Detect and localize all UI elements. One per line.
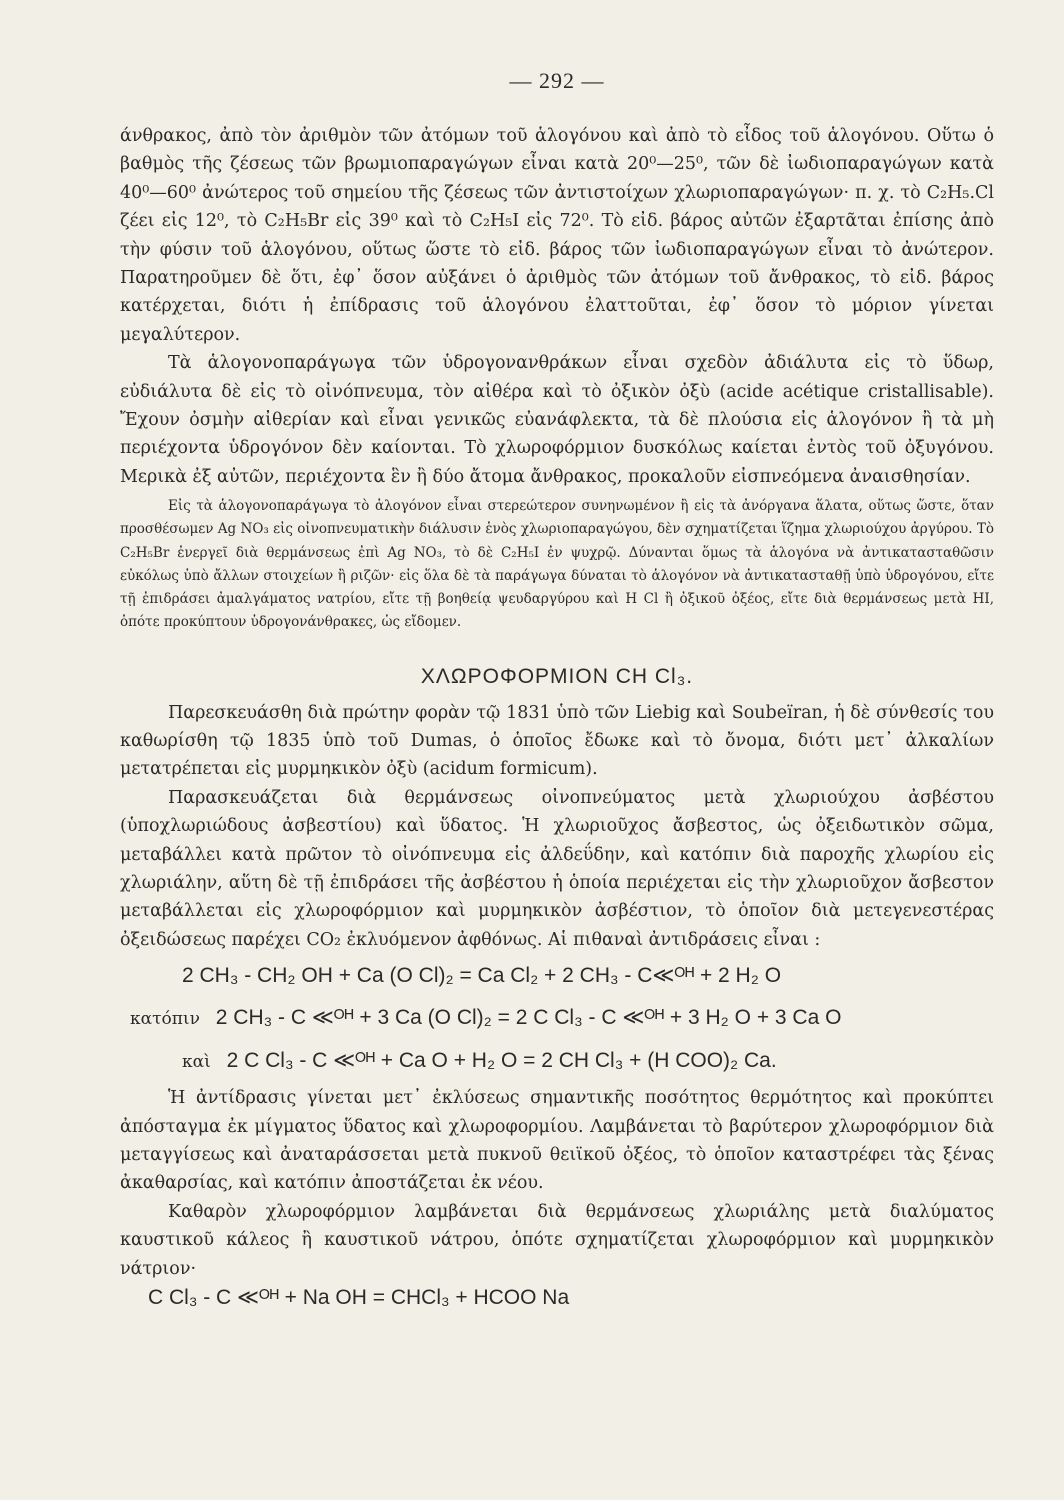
equation-2 bbox=[120, 998, 994, 1039]
equation-3 bbox=[120, 1041, 994, 1082]
paragraph-boiling-points: άνθρακος, ἀπὸ τὸν ἀριθμὸν τῶν ἀτόμων τοῦ ἁλογόνου καὶ ἀπὸ τὸ εἶδος τοῦ ἁλογόνου. Οὕτω ὁ βαθμὸς τῆς ζέσεως τῶν βρωμιοπαραγώγων εἶναι κατὰ 20⁰—25⁰, τῶν δὲ ἰωδιοπαραγώγων κατὰ 40⁰—60⁰ ἀνώτερος τοῦ σημείου τῆς ζέσεως τῶν ἀντιστοίχων χλωριοπαραγώγων· π. χ. τὸ C₂H₅.Cl ζέει εἰς 12⁰, τὸ C₂H₅Br εἰς 39⁰ καὶ τὸ C₂H₅I εἰς 72⁰. Τὸ εἰδ. βάρος αὐτῶν ἐξαρτᾶται ἐπίσης ἀπὸ τὴν φύσιν τοῦ ἁλογόνου, οὕτως ὥστε τὸ εἰδ. βάρος τῶν ἰωδιοπαραγώγων εἶναι τὸ ἀνώτερον. Παρατηροῦμεν δὲ ὅτι, ἐφ᾽ ὅσον αὐξάνει ὁ ἀριθμὸς τῶν ἀτόμων τοῦ ἄνθρακος, τὸ εἰδ. βάρος κατέρχεται, διότι ἡ ἐπίδρασις τοῦ ἁλογόνου ἐλαττοῦται, ἐφ᾽ ὅσον τὸ μόριον γίνεται μεγαλύτερον. bbox=[120, 126, 994, 345]
equation-4-line bbox=[120, 1283, 994, 1314]
paragraph-pure-chloroform bbox=[120, 1198, 994, 1283]
equation-1 bbox=[120, 956, 994, 996]
paragraph-preparation: Παρασκευάζεται διὰ θερμάνσεως οἰνοπνεύματος μετὰ χλωριούχου ἀσβέστου (ὑποχλωριώδους ἀσβεστίου) καὶ ὕδατος. Ἡ χλωριοῦχος ἄσβεστος, ὡς ὀξειδωτικὸν σῶμα, μεταβάλλει κατὰ πρῶτον τὸ οἰνόπνευμα εἰς ἀλδεΰδην, καὶ κατόπιν διὰ παροχῆς χλωρίου εἰς χλωριάλην, αὕτη δὲ τῇ ἐπιδράσει τῆς ἀσβέστου ἡ ὁποία περιέχεται εἰς τὴν χλωριοῦχον ἄσβεστον μεταβάλλεται εἰς χλωροφόρμιον καὶ μυρμηκικὸν ἀσβέστιον, τὸ ὁποῖον διὰ μετεγενεστέρας ὀξειδώσεως παρέχει CO₂ ἐκλυόμενον ἀφθόνως. Αἱ πιθαναὶ ἀντιδράσεις εἶναι : bbox=[120, 787, 994, 950]
equation-3-lead: καὶ bbox=[182, 1052, 211, 1073]
equation-1-formula: 2 CH₃ - CH₂ OH + Ca (O Cl)₂ = Ca Cl₂ + 2 CH₃ - C≪ᴼᴴ + 2 H₂ O bbox=[182, 964, 782, 988]
equation-2-lead: κατόπιν bbox=[130, 1009, 200, 1030]
paragraph-small-print-note: Εἰς τὰ ἁλογονοπαράγωγα τὸ ἁλογόνον εἶναι στερεώτερον συνηνωμένον ἢ εἰς τὰ ἀνόργανα ἅλατα, οὕτως ὥστε, ὅταν προσθέσωμεν Ag NO₃ εἰς οἰνοπνευματικὴν διάλυσιν ἑνὸς χλωριοπαραγώγου, δὲν σχηματίζεται ἵζημα χλωριούχου ἀργύρου. Τὸ C₂H₅Br ἐνεργεῖ διὰ θερμάνσεως ἐπὶ Ag NO₃, τὸ δὲ C₂H₅I ἐν ψυχρῷ. Δύνανται ὅμως τὰ ἁλογόνα νὰ ἀντικατασταθῶσιν εὐκόλως ὑπὸ ἄλλων στοιχείων ἢ ριζῶν· εἰς ὅλα δὲ τὰ παράγωγα δύναται τὸ ἁλογόνον νὰ ἀντικατασταθῇ ὑπὸ ὑδρογόνου, εἴτε τῇ ἐπιδράσει ἀμαλγάματος νατρίου, εἴτε τῇ βοηθείᾳ ψευδαργύρου καὶ H Cl ἢ ὀξικοῦ ὀξέος, εἴτε διὰ θερμάνσεως μετὰ HI, ὁπότε προκύπτουν ὑδρογονάνθρακες, ὡς εἴδομεν. bbox=[120, 498, 994, 631]
section-heading-chloroform: ΧΛΩΡΟΦΟΡΜΙΟΝ CH Cl₃. bbox=[420, 664, 694, 688]
paragraph-pure-chloroform-text: Καθαρὸν χλωροφόρμιον λαμβάνεται διὰ θερμάνσεως χλωριάλης μετὰ διαλύματος καυστικοῦ κάλεος ἢ καυστικοῦ νάτρου, ὁπότε σχηματίζεται χλωροφόρμιον καὶ μυρμηκικὸν νάτριον· bbox=[120, 1201, 994, 1279]
equation-3-formula: 2 C Cl₃ - C ≪ᴼᴴ + Ca O + H₂ O = 2 CH Cl₃ + (H COO)₂ Ca. bbox=[226, 1049, 777, 1073]
paragraph-history: Παρεσκευάσθη διὰ πρώτην φορὰν τῷ 1831 ὑπὸ τῶν Liebig καὶ Soubeïran, ἡ δὲ σύνθεσίς του καθωρίσθη τῷ 1835 ὑπὸ τοῦ Dumas, ὁ ὁποῖος ἔδωκε καὶ τὸ ὄνομα, διότι μετ᾽ ἀλκαλίων μετατρέπεται εἰς μυρμηκικὸν ὀξὺ (acidum formicum). bbox=[120, 702, 994, 780]
equation-4-formula: C Cl₃ - C ≪ᴼᴴ + Na OH = CHCl₃ + HCOO Na bbox=[148, 1286, 570, 1309]
page-number: — 292 — bbox=[509, 68, 605, 93]
equation-2-formula: 2 CH₃ - C ≪ᴼᴴ + 3 Ca (O Cl)₂ = 2 C Cl₃ - C ≪ᴼᴴ + 3 H₂ O + 3 Ca O bbox=[215, 1006, 842, 1030]
paragraph-solubility: Τὰ ἁλογονοπαράγωγα τῶν ὑδρογονανθράκων εἶναι σχεδὸν ἀδιάλυτα εἰς τὸ ὕδωρ, εὐδιάλυτα δὲ εἰς τὸ οἰνόπνευμα, τὸν αἰθέρα καὶ τὸ ὀξικὸν ὀξὺ (acide acétique cristallisable). Ἔχουν ὀσμὴν αἰθερίαν καὶ εἶναι γενικῶς εὐανάφλεκτα, τὰ δὲ πλούσια εἰς ἁλογόνον ἢ τὰ μὴ περιέχοντα ὑδρογόνον δὲν καίονται. Τὸ χλωροφόρμιον δυσκόλως καίεται ἐντὸς τοῦ ὀξυγόνου. Μερικὰ ἐξ αὐτῶν, περιέχοντα ἓν ἢ δύο ἄτομα ἄνθρακος, προκαλοῦν εἰσπνεόμενα ἀναισθησίαν. bbox=[120, 353, 994, 487]
paragraph-reaction-process: Ἡ ἀντίδρασις γίνεται μετ᾽ ἐκλύσεως σημαντικῆς ποσότητος θερμότητος καὶ προκύπτει ἀπόσταγμα ἐκ μίγματος ὕδατος καὶ χλωροφορμίου. Λαμβάνεται τὸ βαρύτερον χλωροφόρμιον διὰ μεταγγίσεως καὶ ἀναταράσσεται μετὰ πυκνοῦ θειϊκοῦ ὀξέος, τὸ ὁποῖον καταστρέφει τὰς ξένας ἀκαθαρσίας, καὶ κατόπιν ἀποστάζεται ἐκ νέου. bbox=[120, 1088, 994, 1194]
